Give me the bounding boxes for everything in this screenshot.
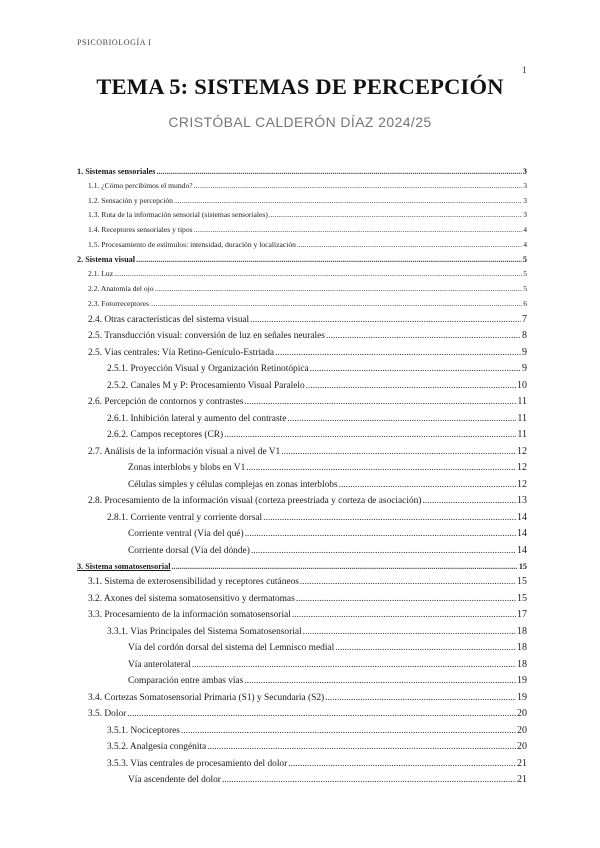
toc-entry-section[interactable]: 2. Sistema visual ..... 5 — [77, 252, 527, 267]
toc-entry-section[interactable]: 1. Sistemas sensoriales ..... 3 — [77, 164, 527, 179]
toc-entry[interactable]: 2.2. Anatomía del ojo ..... 5 — [77, 282, 527, 297]
toc-entry[interactable]: 1.4. Receptores sensoriales y tipos ..... 4 — [77, 223, 527, 238]
document-title: TEMA 5: SISTEMAS DE PERCEPCIÓN — [96, 74, 504, 99]
toc-entry[interactable]: 1.3. Ruta de la información sensorial (sistemas sensoriales) ..... 3 — [77, 208, 527, 223]
toc-entry[interactable]: Vía anterolateral ..... 18 — [77, 657, 527, 674]
toc-entry[interactable]: 3.5.3. Vías centrales de procesamiento del dolor ..... 21 — [77, 756, 527, 773]
toc-entry[interactable]: 1.5. Procesamiento de estímulos: intensidad, duración y localización ..... 4 — [77, 238, 527, 253]
toc-entry-section[interactable]: 3. Sistema somatosensorial ..... 15 — [77, 559, 527, 574]
toc-entry[interactable]: 3.2. Axones del sistema somatosensitivo y dermatomas ..... 15 — [77, 591, 527, 608]
toc-entry[interactable]: Células simples y células complejas en zonas interblobs ..... 12 — [77, 477, 527, 494]
toc-entry[interactable]: 2.5.2. Canales M y P: Procesamiento Visual Paralelo ..... 10 — [77, 378, 527, 395]
toc-entry[interactable]: 3.5. Dolor ..... 20 — [77, 706, 527, 723]
toc-entry[interactable]: 2.6.1. Inhibición lateral y aumento del contraste ..... 11 — [77, 411, 527, 428]
table-of-contents — [77, 164, 527, 789]
toc-entry[interactable]: 1.1. ¿Cómo percibimos el mundo? ..... 3 — [77, 179, 527, 194]
document-subtitle: CRISTÓBAL CALDERÓN DÍAZ 2024/25 — [168, 114, 432, 130]
toc-entry[interactable]: 2.8. Procesamiento de la información visual (corteza preestriada y corteza de asociación) ..... 13 — [77, 493, 527, 510]
toc-entry[interactable]: Vía ascendente del dolor ..... 21 — [77, 772, 527, 789]
toc-entry[interactable]: 2.5. Transducción visual: conversión de luz en señales neurales ..... 8 — [77, 328, 527, 345]
toc-entry[interactable]: Corriente ventral (Vía del qué) ..... 14 — [77, 526, 527, 543]
toc-entry[interactable]: 2.4. Otras características del sistema visual ..... 7 — [77, 312, 527, 329]
running-header: PSICOBIOLOGÍA I — [77, 38, 152, 47]
toc-entry[interactable]: 3.5.2. Analgesia congénita ..... 20 — [77, 739, 527, 756]
toc-entry[interactable]: 2.5.1. Proyección Visual y Organización Retinotópica ..... 9 — [77, 361, 527, 378]
toc-entry[interactable]: 3.4. Cortezas Somatosensorial Primaria (S1) y Secundaria (S2) ..... 19 — [77, 690, 527, 707]
toc-entry[interactable]: Vía del cordón dorsal del sistema del Lemnisco medial ..... 18 — [77, 640, 527, 657]
toc-entry[interactable]: Comparación entre ambas vías ..... 19 — [77, 673, 527, 690]
toc-entry[interactable]: 2.1. Luz ..... 5 — [77, 267, 527, 282]
toc-entry[interactable]: 2.6. Percepción de contornos y contrastes ..... 11 — [77, 394, 527, 411]
toc-entry[interactable]: 3.3. Procesamiento de la información somatosensorial ..... 17 — [77, 607, 527, 624]
toc-entry[interactable]: 2.3. Fotorreceptores ..... 6 — [77, 297, 527, 312]
toc-entry[interactable]: Corriente dorsal (Vía del dónde) ..... 14 — [77, 543, 527, 560]
toc-entry[interactable]: 3.3.1. Vías Principales del Sistema Somatosensorial ..... 18 — [77, 624, 527, 641]
toc-entry[interactable]: 2.5. Vías centrales: Vía Retino-Genículo-Estriada ..... 9 — [77, 345, 527, 362]
toc-entry[interactable]: 2.8.1. Corriente ventral y corriente dorsal ..... 14 — [77, 510, 527, 527]
toc-entry[interactable]: 1.2. Sensación y percepción ..... 3 — [77, 194, 527, 209]
toc-entry[interactable]: 2.7. Análisis de la información visual a nivel de V1 ..... 12 — [77, 444, 527, 461]
toc-entry[interactable]: 3.1. Sistema de exterosensibilidad y receptores cutáneos ..... 15 — [77, 574, 527, 591]
toc-entry[interactable]: Zonas interblobs y blobs en V1 ..... 12 — [77, 460, 527, 477]
page-number: 1 — [522, 65, 527, 75]
toc-entry[interactable]: 3.5.1. Nociceptores ..... 20 — [77, 723, 527, 740]
toc-entry[interactable]: 2.6.2. Campos receptores (CR) ..... 11 — [77, 427, 527, 444]
